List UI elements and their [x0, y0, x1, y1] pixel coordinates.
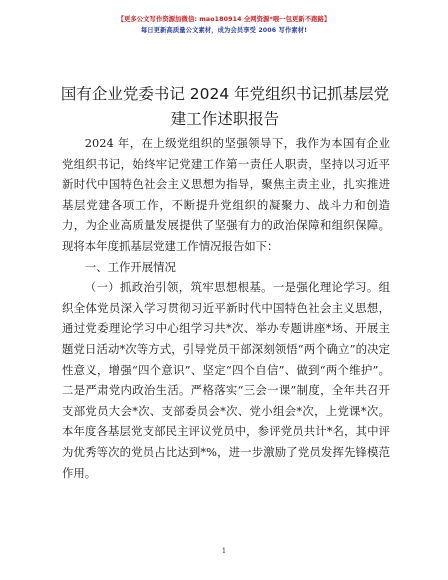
section-heading: 一、工作开展情况 — [84, 259, 176, 274]
promo-banner-line-1: 【更多公文写作资源加微信: mao180914 全网资源*喂一包更新不跑路】 — [117, 16, 331, 23]
document-title: 国有企业党委书记 2024 年党组织书记抓基层党建工作述职报告 — [60, 85, 390, 128]
promo-banner-line-2: 每日更新高质量公文素材，成为会员享受 2006 写作素材! — [140, 27, 308, 34]
paragraph-intro: 2024 年，在上级党组织的坚强领导下，我作为本国有企业党组织书记，始终牢记党建工作第一责任人职责，坚持以习近平新时代中国特色社会主义思想为指导，聚焦主责主业，扎实推进基层党建各项工作，不断提升党组织的凝聚力、战斗力和创造力，为企业高质量发展提供了坚强有力的政治保障和组织保障。现将本年度抓基层党建工作情况报告如下： — [62, 136, 390, 253]
paragraph-political-guidance: （一）抓政治引领，筑牢思想根基。一是强化理论学习。组织全体党员深入学习贯彻习近平新时代中国特色社会主义思想，通过党委理论学习中心组学习共*次、举办专题讲座*场、开展主题党日活动*次等方式，引导党员干部深刻领悟“两个确立”的决定性意义，增强“四个意识”、坚定“四个自信”、做到“两个维护”。二是严肃党内政治生活。严格落实“三会一课”制度，全年共召开支部党员大会*次、支部委员会*次、党小组会*次，上党课*次。本年度各基层党支部民主评议党员中，参评党员共计*名，其中评为优秀等次的党员占比达到*%，进一步激励了党员发挥先锋模范作用。 — [62, 280, 390, 480]
page-number: 1 — [221, 547, 227, 555]
document-body — [62, 133, 390, 483]
